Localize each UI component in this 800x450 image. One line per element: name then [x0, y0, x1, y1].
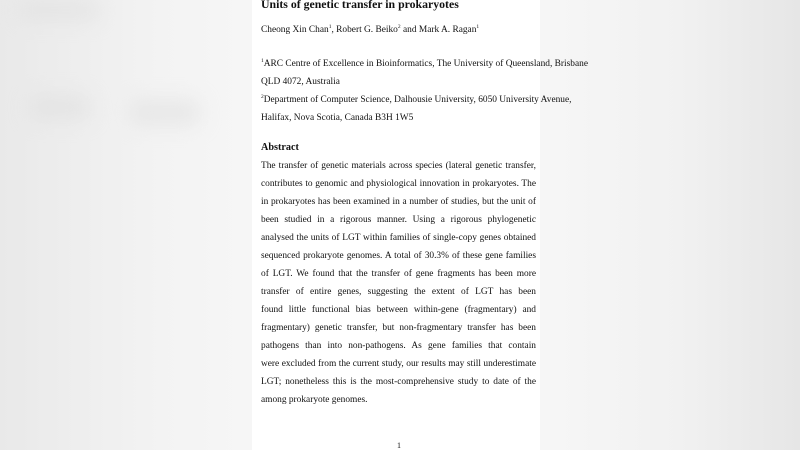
abstract-heading: Abstract — [261, 142, 299, 153]
abstract-line: pathogens than into non-pathogens. As gene families that contain — [261, 341, 536, 351]
affiliation-mark: 1 — [476, 24, 480, 30]
separator: and — [400, 25, 419, 35]
abstract-line: been studied in a rigorous manner. Using a rigorous phylogenetic — [261, 215, 536, 225]
abstract-line: in prokaryotes has been examined in a number of studies, but the unit of — [261, 197, 536, 207]
affiliation-2-line-2: Halifax, Nova Scotia, Canada B3H 1W5 — [261, 113, 414, 123]
abstract-line: contributes to genomic and physiological innovation in prokaryotes. The — [261, 179, 536, 189]
abstract-line: among prokaryote genomes. — [261, 395, 368, 405]
abstract-line: sequenced prokaryote genomes. A total of 30.3% of these gene families — [261, 251, 536, 261]
abstract-line: of LGT. We found that the transfer of gene fragments has been more — [261, 269, 536, 279]
affiliation-mark: 2 — [261, 94, 264, 100]
author-name: Cheong Xin Chan — [261, 25, 329, 35]
author-name: Robert G. Beiko — [336, 25, 398, 35]
paper-title: Units of genetic transfer in prokaryotes — [261, 0, 459, 11]
separator: , — [331, 25, 337, 35]
abstract-line: found little functional bias between within-gene (fragmentary) and — [261, 305, 536, 315]
author-name: Mark A. Ragan — [418, 25, 477, 35]
abstract-line: LGT; nonetheless this is the most-comprehensive study to date of the — [261, 377, 536, 387]
abstract-line: were excluded from the current study, our results may still underestimate — [261, 359, 536, 369]
abstract-line: The transfer of genetic materials across species (lateral genetic transfer, — [261, 161, 536, 171]
affiliation-1-line-1 — [261, 58, 588, 70]
abstract-line: analysed the units of LGT within families of single-copy genes obtained — [261, 233, 536, 243]
affiliation-text: Department of Computer Science, Dalhousie University, 6050 University Avenue, — [263, 95, 572, 105]
affiliation-mark: 1 — [261, 58, 264, 64]
page-number: 1 — [397, 441, 401, 450]
abstract-line: transfer of entire genes, suggesting the extent of LGT has been — [261, 287, 536, 297]
affiliation-mark: 1 — [328, 24, 332, 30]
affiliation-text: ARC Centre of Excellence in Bioinformatics, The University of Queensland, Brisbane — [263, 59, 588, 69]
author-line — [261, 24, 536, 36]
affiliation-mark: 2 — [397, 24, 401, 30]
affiliation-1-line-2: QLD 4072, Australia — [261, 77, 340, 87]
document-page — [252, 0, 588, 450]
affiliation-2-line-1 — [261, 94, 572, 106]
abstract-line: fragmentary) genetic transfer, but non-fragmentary transfer has been — [261, 323, 536, 333]
